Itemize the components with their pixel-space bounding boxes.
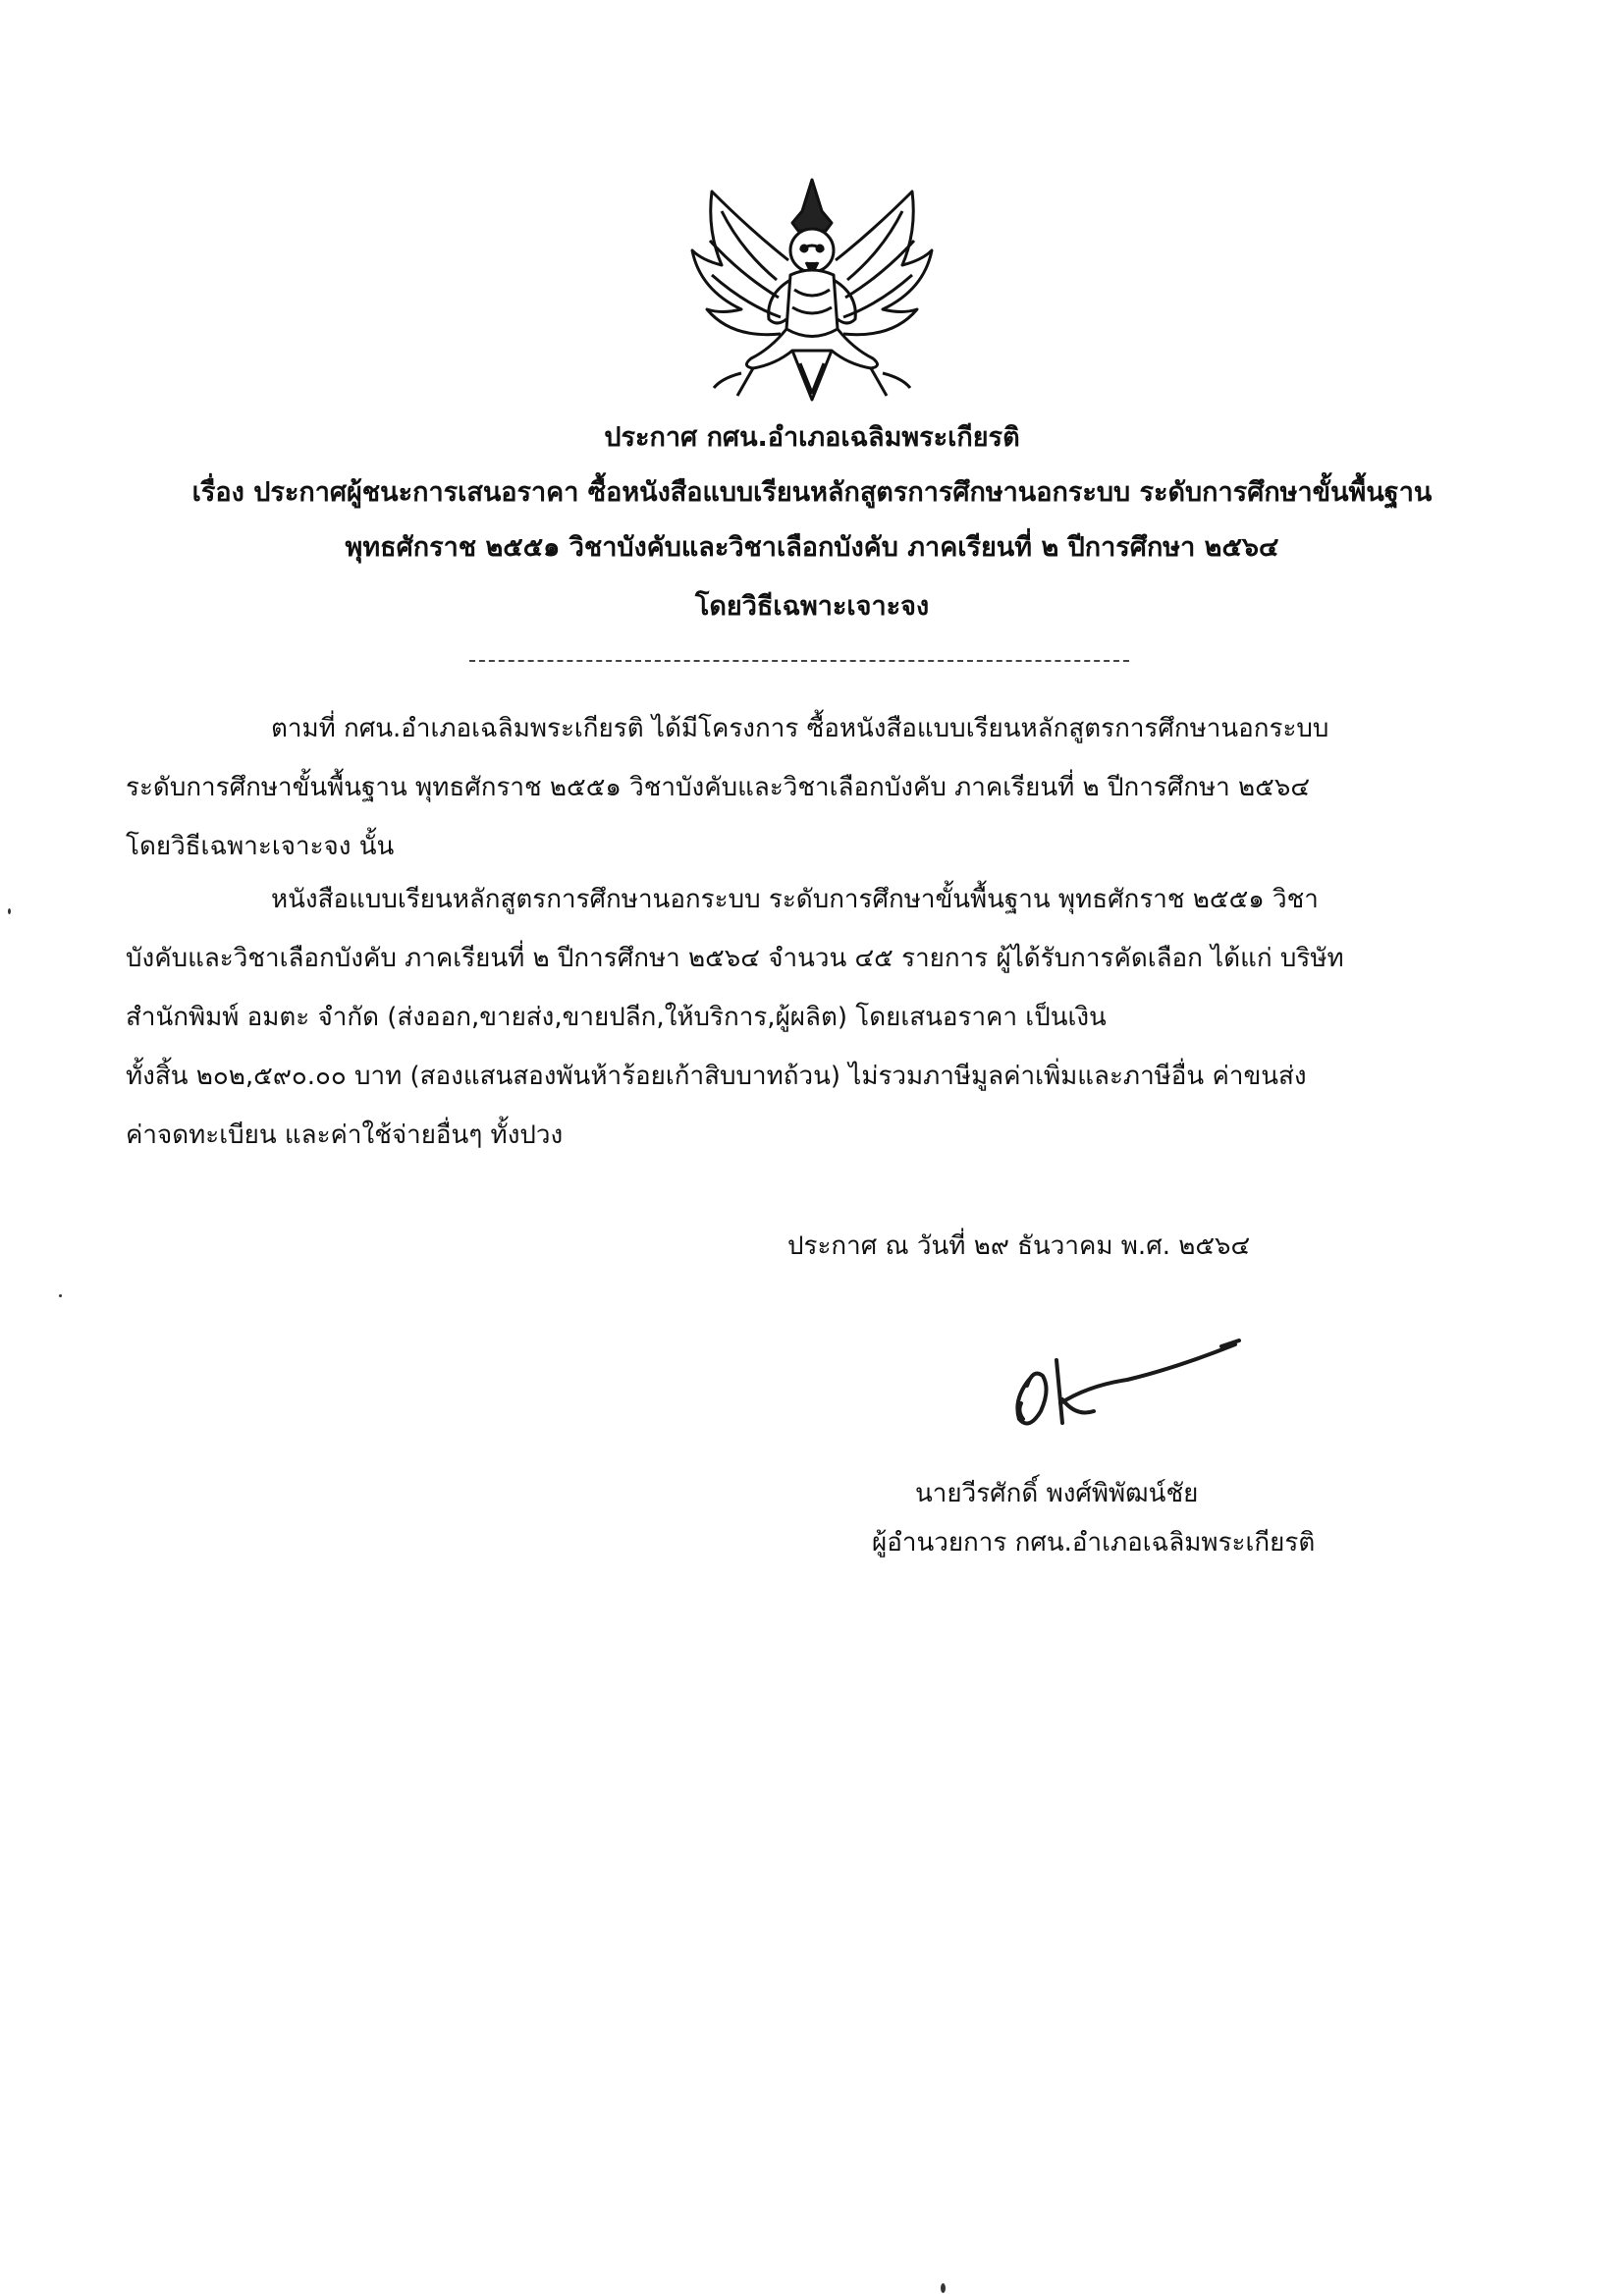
paragraph-2-line: หนังสือแบบเรียนหลักสูตรการศึกษานอกระบบ ระดับการศึกษาขั้นพื้นฐาน พุทธศักราช ๒๕๕๑ วิชา	[271, 885, 1319, 914]
paragraph-2-line: ทั้งสิ้น ๒๐๒,๕๙๐.๐๐ บาท (สองแสนสองพันห้าร้อยเก้าสิบบาทถ้วน) ไม่รวมภาษีมูลค่าเพิ่มและภาษีอื่น ค่าขนส่ง	[126, 1062, 1307, 1091]
subject-line-3: โดยวิธีเฉพาะเจาะจง	[694, 591, 930, 622]
separator-rule	[469, 660, 1129, 662]
scan-speck	[941, 2283, 946, 2293]
issuer-title: ประกาศ กศน.อำเภอเฉลิมพระเกียรติ	[604, 422, 1020, 453]
announcement-date: ประกาศ ณ วันที่ ๒๙ ธันวาคม พ.ศ. ๒๕๖๔	[787, 1231, 1251, 1261]
signer-title: ผู้อำนวยการ กศน.อำเภอเฉลิมพระเกียรติ	[872, 1528, 1316, 1558]
signer-name: นายวีรศักดิ์ พงศ์พิพัฒน์ชัย	[915, 1479, 1199, 1508]
paragraph-1-line: ตามที่ กศน.อำเภอเฉลิมพระเกียรติ ได้มีโครงการ ซื้อหนังสือแบบเรียนหลักสูตรการศึกษานอกระบบ	[271, 714, 1329, 743]
paragraph-2-line: บังคับและวิชาเลือกบังคับ ภาคเรียนที่ ๒ ปีการศึกษา ๒๕๖๔ จำนวน ๔๕ รายการ ผู้ได้รับการคัดเลือก ได้แก่ บริษัท	[126, 944, 1344, 973]
paragraph-2-line: ค่าจดทะเบียน และค่าใช้จ่ายอื่นๆ ทั้งปวง	[126, 1121, 564, 1150]
handwritten-signature	[1000, 1321, 1257, 1439]
paragraph-1-line: โดยวิธีเฉพาะเจาะจง นั้น	[126, 832, 395, 861]
paragraph-1-line: ระดับการศึกษาขั้นพื้นฐาน พุทธศักราช ๒๕๕๑ วิชาบังคับและวิชาเลือกบังคับ ภาคเรียนที่ ๒ ปีการศึกษา ๒๕๖๔	[126, 773, 1311, 802]
paragraph-2-line: สำนักพิมพ์ อมตะ จำกัด (ส่งออก,ขายส่ง,ขายปลีก,ให้บริการ,ผู้ผลิต) โดยเสนอราคา เป็นเงิน	[126, 1003, 1107, 1032]
scan-speck	[8, 908, 11, 914]
subject-line-1: เรื่อง ประกาศผู้ชนะการเสนอราคา ซื้อหนังสือแบบเรียนหลักสูตรการศึกษานอกระบบ ระดับการศึกษาขั้นพื้นฐาน	[191, 477, 1433, 508]
paragraph-1	[126, 699, 1481, 876]
scan-speck	[59, 1294, 62, 1297]
subject-line-2: พุทธศักราช ๒๕๕๑ วิชาบังคับและวิชาเลือกบังคับ ภาคเรียนที่ ๒ ปีการศึกษา ๒๕๖๔	[345, 532, 1279, 563]
garuda-emblem	[682, 172, 943, 412]
paragraph-2	[126, 870, 1481, 1165]
